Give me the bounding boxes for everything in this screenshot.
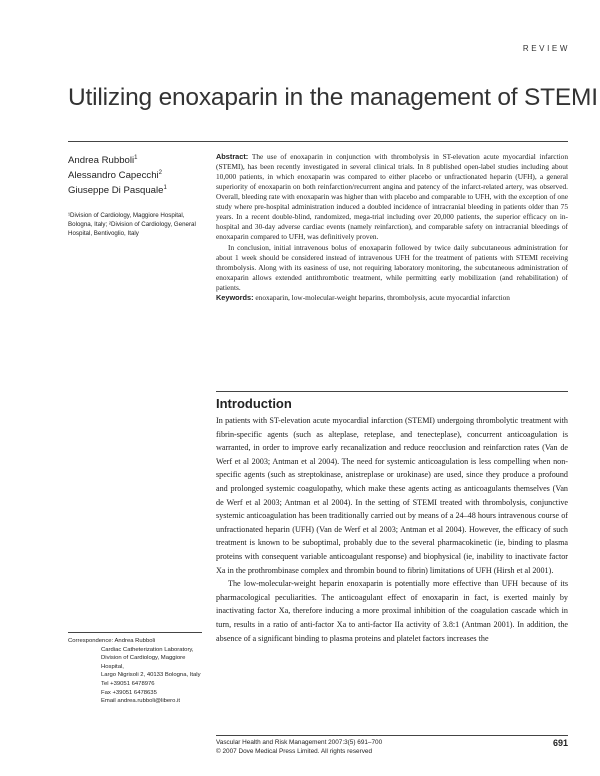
affiliations: ¹Division of Cardiology, Maggiore Hospital, Bologna, Italy; ²Division of Cardiology, General Hospital, Bentivoglio, Italy bbox=[68, 211, 196, 238]
correspondence-divider bbox=[68, 632, 202, 633]
abstract bbox=[216, 152, 568, 303]
keywords-label: Keywords: bbox=[216, 293, 254, 303]
footer bbox=[216, 739, 568, 756]
section-label: REVIEW bbox=[522, 44, 570, 53]
title-divider bbox=[68, 141, 568, 142]
author-block bbox=[68, 152, 208, 238]
keywords: enoxaparin, low-molecular-weight heparins, thrombolysis, acute myocardial infarction bbox=[255, 293, 510, 303]
author-name: Alessandro Capecchi$^2$ bbox=[68, 170, 163, 182]
correspondence-line: Cardiac Catheterization Laboratory, bbox=[101, 646, 194, 653]
footer-divider bbox=[216, 735, 568, 736]
abstract-paragraph: The use of enoxaparin in conjunction with thrombolysis in ST-elevation acute myocardial infarction (STEMI), has been recently investigated in several clinical trials. In 8 published open-label studies including about 10,000 patients, in which enoxaparin was compared to either placebo or unfractionated heparin (UFH), a general superiority of enoxaparin on both reinfarction/recurrent angina and patency of the infarct-related artery, was observed. Overall, bleeding rate with enoxaparin was higher than with placebo and comparable to UFH, with the exception of one study where pre-hospital administration induced a doubled incidence of intracranial bleeding in patients older than 75 years. In a recent double-blind, randomized, mega-trial including over 20,000 patients, the superior efficacy on in-hospital and 30-day adverse cardiac events (namely reinfarction), and comparable safety on intracranial bleedings of enoxaparin compared to UFH, was definitively proven. bbox=[216, 152, 568, 242]
author-name: Andrea Rubboli$^1$ bbox=[68, 155, 138, 167]
correspondence-line: Largo Nigrisoli 2, 40133 Bologna, Italy bbox=[101, 672, 201, 679]
article-title: Utilizing enoxaparin in the management of STEMI bbox=[68, 84, 598, 111]
body-paragraph: In patients with ST-elevation acute myocardial infarction (STEMI) undergoing thrombolytic treatment with fibrin-specific agents (such as alteplase, reteplase, and tenecteplase), concurrent anticoagulation is warranted, in order to improve early recanalization and reduce reocclusion and reinfarction rates (Van de Werf et al 2003; Antman et al 2004). The need for systemic anticoagulation is less compelling when non-specific agents (such as streptokinase, anistreplase or urokinase) are used, since they produce a profound and prolonged systemic coagulopathy, which make these agents acting as anticoagulants themselves (Van de Werf et al 2003; Antman et al 2004). In the setting of STEMI treated with thrombolysis, conjunctive systemic anticoagulation has been traditionally carried out by means of a 24–48 hours intravenous course of unfractionated heparin (UFH) (Van de Werf et al 2003; Antman et al 2004). However, the efficacy of such treatment is known to be suboptimal, probably due to the several pharmacokinetic (ie, binding to plasma proteins with consequent variable anticoagulant response) and biophysical (ie, inability to inactivate factor Xa in the prothrombinase complex and thrombin bound to fibrin) limitations of UFH (Hirsh et al 2001). bbox=[216, 416, 568, 575]
abstract-label: Abstract: bbox=[216, 152, 249, 161]
journal-citation: Vascular Health and Risk Management 2007:3(5) 691–700 bbox=[216, 739, 383, 746]
body-paragraph: The low-molecular-weight heparin enoxaparin is potentially more effective than UFH because of its pharmacological peculiarities. The anticoagulant effect of enoxaparin in fact, is exerted mainly by inactivating factor Xa, therefore inducing a more proximal inhibition of the coagulation cascade which in turn, results in a ratio of anti-factor Xa to anti-factor IIa activity of 3.8:1 (Antman 2001). In addition, the absence of a significant binding to plasma proteins and platelet factors increases the bbox=[216, 579, 568, 643]
correspondence-line: Division of Cardiology, Maggiore Hospital, bbox=[101, 655, 186, 670]
correspondence-line: Email andrea.rubboli@libero.it bbox=[101, 698, 180, 705]
author-name: Giuseppe Di Pasquale$^1$ bbox=[68, 185, 167, 197]
correspondence bbox=[68, 637, 208, 706]
abstract-paragraph: In conclusion, initial intravenous bolus of enoxaparin followed by twice daily subcutaneous administration for about 1 week should be considered instead of intravenous UFH for the treatment of patients with STEMI receiving thrombolysis. Along with its easiness of use, not requiring laboratory monitoring, the subcutaneous administration of enoxaparin allows extended antithrombotic treatment, while permitting early mobilization (and rehabilitation) of patients. bbox=[216, 243, 568, 293]
correspondence-line: Fax +39051 6478635 bbox=[101, 689, 157, 696]
introduction-body bbox=[216, 414, 568, 645]
section-heading: Introduction bbox=[216, 396, 292, 411]
correspondence-line: Tel +39051 6478976 bbox=[101, 680, 155, 687]
correspondence-line: Correspondence: Andrea Rubboli bbox=[68, 638, 156, 644]
abstract-divider bbox=[216, 391, 568, 392]
copyright: © 2007 Dove Medical Press Limited. All rights reserved bbox=[216, 747, 373, 755]
page-number: 691 bbox=[552, 738, 568, 748]
